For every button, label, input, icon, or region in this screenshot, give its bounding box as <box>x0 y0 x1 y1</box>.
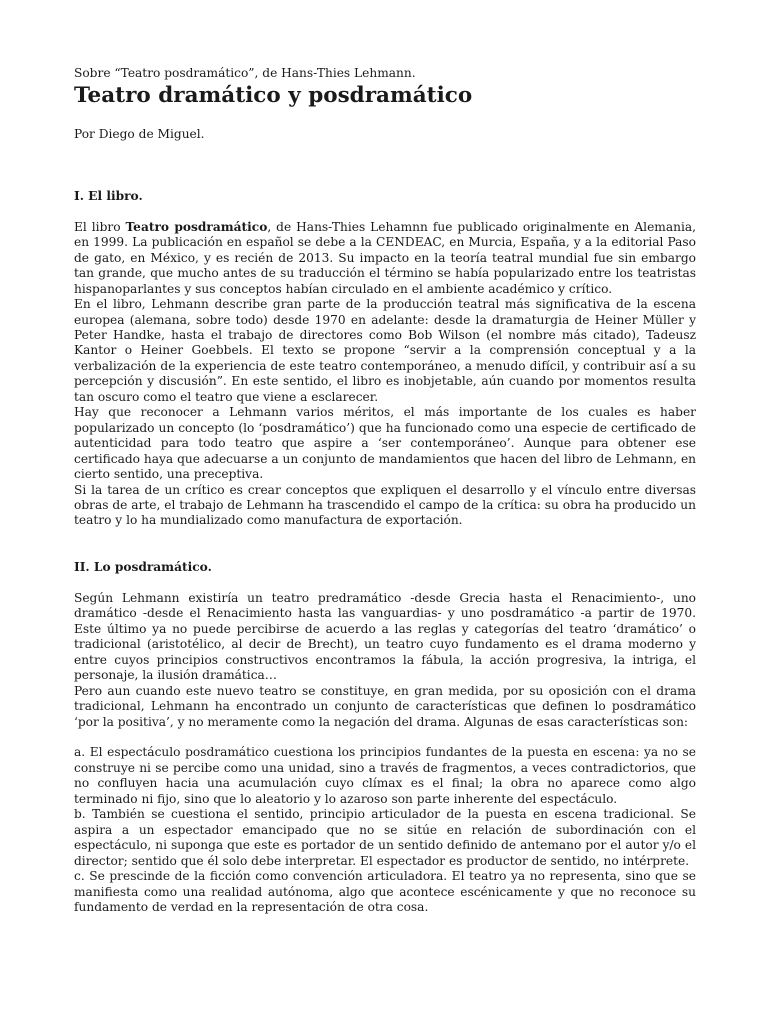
author-byline: Por Diego de Miguel. <box>74 127 205 142</box>
list-item: c. Se prescinde de la ficción como convención articuladora. El teatro ya no representa, sino que se manifiesta como una realidad autónoma, algo que acontece escénicamente y que no reconoce su fundamento de verdad en la representación de otra cosa. <box>74 869 696 914</box>
book-title-bold: Teatro posdramático <box>125 219 268 234</box>
paragraph: Hay que reconocer a Lehmann varios méritos, el más importante de los cuales es haber popularizado un concepto (lo ‘posdramático’) que ha funcionado como una especie de certificado de autenticidad para todo teatro que aspire a ‘ser contemporáneo’. Aunque para obtener ese certificado haya que adecuarse a un conjunto de mandamientos que hacen del libro de Lehmann, en cierto sentido, una preceptiva. <box>74 405 696 482</box>
document-page <box>74 66 696 915</box>
section-lo-posdramatico <box>74 560 696 916</box>
document-title: Teatro dramático y posdramático <box>74 83 473 109</box>
paragraph: Pero aun cuando este nuevo teatro se constituye, en gran medida, por su oposición con el drama tradicional, Lehmann ha encontrado un conjunto de características que definen lo posdramático ‘por la positiva’, y no meramente como la negación del drama. Algunas de esas características son: <box>74 683 696 729</box>
section-el-libro <box>74 189 696 529</box>
section-heading: II. Lo posdramático. <box>74 559 212 574</box>
paragraph: En el libro, Lehmann describe gran parte de la producción teatral más significativa de la escena europea (alemana, sobre todo) desde 1970 en adelante: desde la dramaturgia de Heiner Müller y Peter Handke, hasta el trabajo de directores como Bob Wilson (el nombre más citado), Tadeusz Kantor o Heiner Goebbels. El texto se propone “servir a la comprensión conceptual y a la verbalización de la experiencia de este teatro contemporáneo, a menudo difícil, y contribuir así a su percepción y discusión”. En este sentido, el libro es inobjetable, aún cuando por momentos resulta tan oscuro como el teatro que viene a esclarecer. <box>74 297 696 404</box>
paragraph <box>74 220 696 297</box>
paragraph-text: , de Hans-Thies Lehamnn fue publicado originalmente en Alemania, en 1999. La publicación en español se debe a la CENDEAC, en Murcia, España, y a la editorial Paso de gato, en México, y es recién de 2013. Su impacto en la teoría teatral mundial fue sin embargo tan grande, que mucho antes de su traducción el término se había popularizado entre los teatristas hispanoparlantes y sus conceptos habían circulado en el ambiente académico y crítico. <box>74 219 696 296</box>
list-item: b. También se cuestiona el sentido, principio articulador de la puesta en escena tradicional. Se aspira a un espectador emancipado que no se sitúe en relación de subordinación con el espectáculo, ni suponga que este es portador de un sentido definido de antemano por el autor y/o el director; sentido que él solo debe interpretar. El espectador es productor de sentido, no intérprete. <box>74 807 696 868</box>
paragraph: Según Lehmann existiría un teatro predramático -desde Grecia hasta el Renacimiento-, uno dramático -desde el Renacimiento hasta las vanguardias- y uno posdramático -a partir de 1970. Este último ya no puede percibirse de acuerdo a las reglas y categorías del teatro ‘dramático’ o tradicional (aristotélico, al decir de Brecht), un teatro cuyo fundamento es el drama moderno y entre cuyos principios constructivos encontramos la fábula, la acción progresiva, la intriga, el personaje, la ilusión dramática… <box>74 590 696 683</box>
list-item: a. El espectáculo posdramático cuestiona los principios fundantes de la puesta en escena: ya no se construye ni se percibe como una unidad, sino a través de fragmentos, a veces contradictorios, que no confluyen hacia una acumulación cuyo clímax es el final; la obra no aparece como algo terminado ni fijo, sino que lo aleatorio y lo azaroso son parte inherente del espectáculo. <box>74 745 696 806</box>
paragraph-text: El libro <box>74 219 126 234</box>
section-heading: I. El libro. <box>74 188 143 203</box>
paragraph: Si la tarea de un crítico es crear conceptos que expliquen el desarrollo y el vínculo entre diversas obras de arte, el trabajo de Lehmann ha trascendido el campo de la crítica: su obra ha producido un teatro y lo ha mundializado como manufactura de exportación. <box>74 482 696 528</box>
document-subtitle: Sobre “Teatro posdramático”, de Hans-Thies Lehmann. <box>74 66 416 80</box>
